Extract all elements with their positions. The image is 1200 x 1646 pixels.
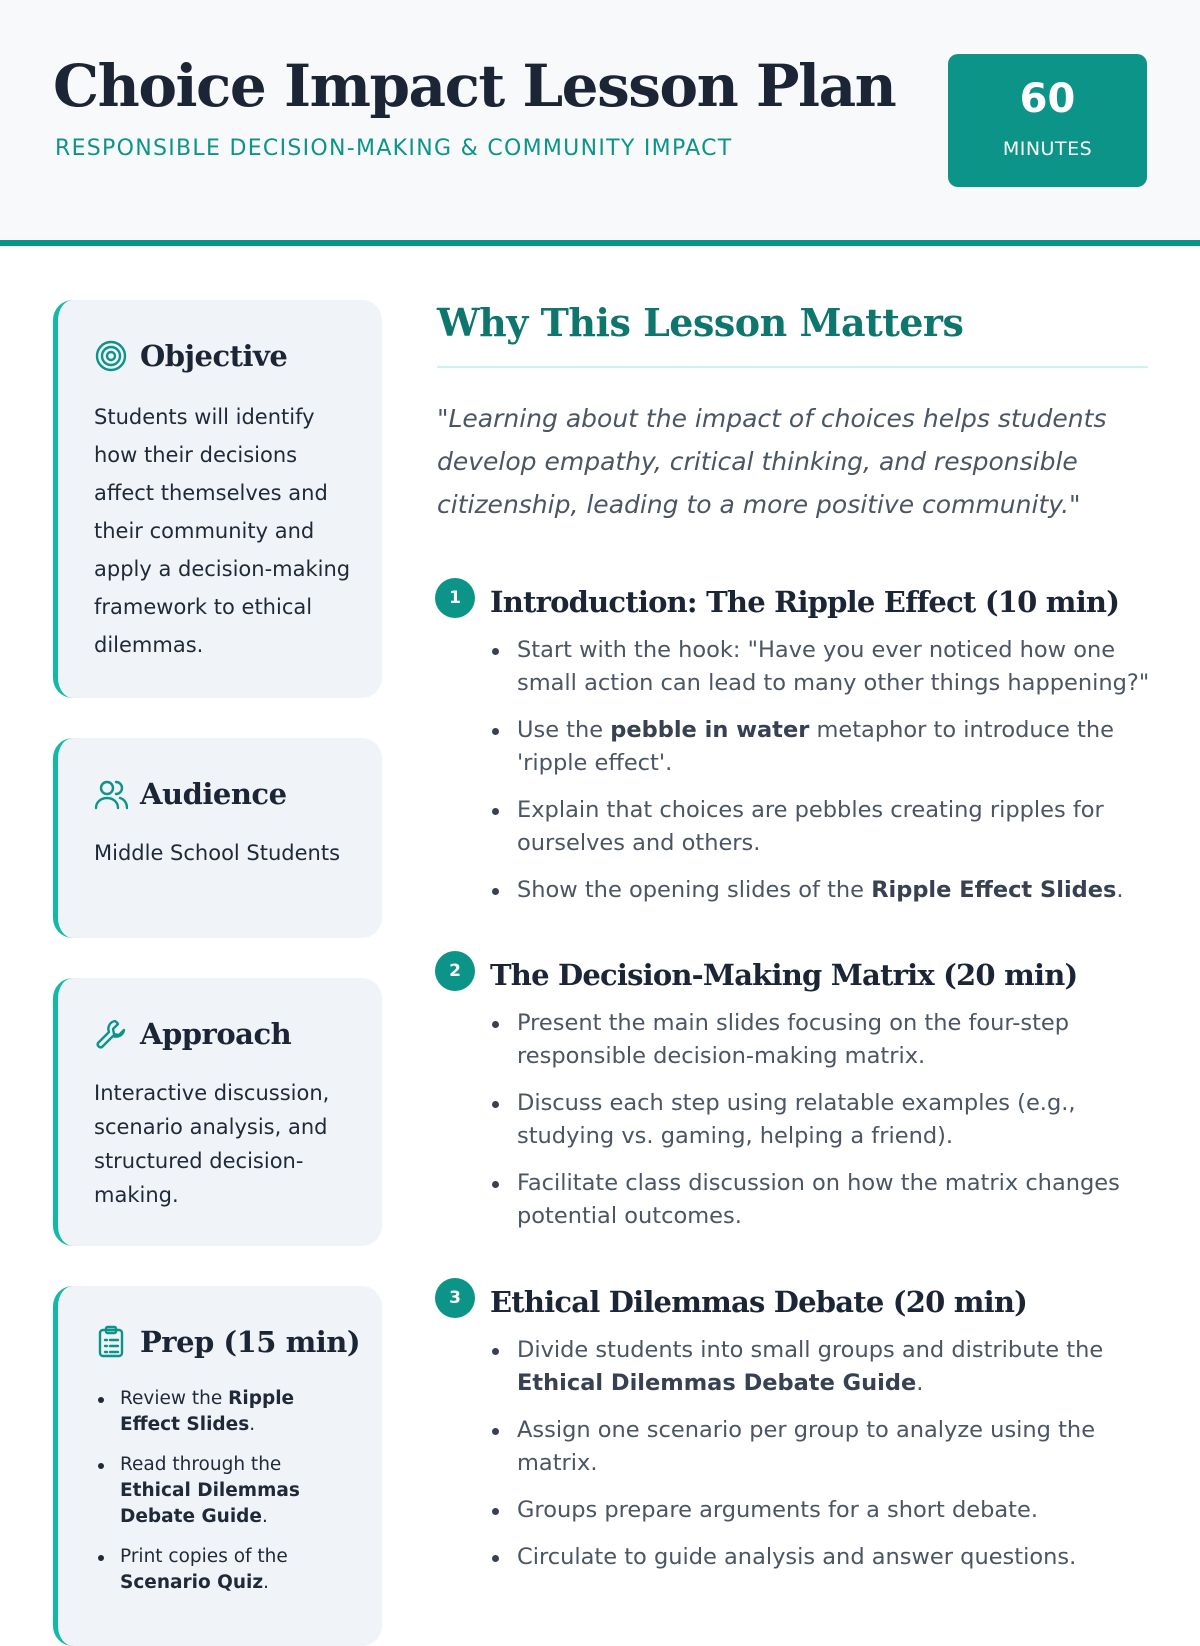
duration-unit: MINUTES (1002, 138, 1093, 160)
prep-list (94, 1386, 352, 1596)
step-title: Introduction: The Ripple Effect (10 min) (490, 585, 1120, 619)
users-icon (94, 777, 128, 811)
duration-badge (948, 54, 1147, 187)
objective-card (53, 300, 382, 698)
list-item: Start with the hook: "Have you ever noticed how one small action can lead to many other things happening?" (489, 634, 1150, 700)
page-subtitle: RESPONSIBLE DECISION-MAKING & COMMUNITY IMPACT (55, 136, 733, 161)
step-title: Ethical Dilemmas Debate (20 min) (490, 1285, 1028, 1319)
list-item: Facilitate class discussion on how the matrix changes potential outcomes. (489, 1167, 1150, 1233)
wrench-icon (94, 1017, 128, 1051)
step-2 (435, 955, 1150, 1247)
approach-text: Interactive discussion, scenario analysis, and structured decision-making. (94, 1081, 330, 1207)
prep-title: Prep (15 min) (140, 1325, 361, 1359)
audience-text: Middle School Students (94, 841, 341, 865)
list-item: Assign one scenario per group to analyze using the matrix. (489, 1414, 1150, 1480)
approach-title: Approach (140, 1017, 292, 1051)
objective-text: Students will identify how their decisions affect themselves and their community and apply a decision-making framework to ethical dilemmas. (94, 405, 351, 657)
list-item: Read through the Ethical Dilemmas Debate Guide. (94, 1452, 352, 1530)
prep-card (53, 1286, 382, 1646)
step-list (435, 634, 1150, 907)
list-item: Explain that choices are pebbles creating ripples for ourselves and others. (489, 794, 1150, 860)
step-list (435, 1007, 1150, 1233)
objective-title: Objective (140, 339, 288, 373)
list-item: Groups prepare arguments for a short debate. (489, 1494, 1150, 1527)
list-item: Divide students into small groups and distribute the Ethical Dilemmas Debate Guide. (489, 1334, 1150, 1400)
list-item: Use the pebble in water metaphor to introduce the 'ripple effect'. (489, 714, 1150, 780)
section-title: Why This Lesson Matters (437, 300, 964, 345)
step-list (435, 1334, 1150, 1574)
list-item: Discuss each step using relatable examples (e.g., studying vs. gaming, helping a friend). (489, 1087, 1150, 1153)
list-item: Print copies of the Scenario Quiz. (94, 1544, 352, 1596)
duration-value: 60 (1019, 76, 1076, 122)
audience-title: Audience (140, 777, 287, 811)
step-title: The Decision-Making Matrix (20 min) (490, 958, 1078, 992)
lesson-quote: "Learning about the impact of choices helps students develop empathy, critical thinking, and responsible citizenship, leading to a more positive community." (437, 404, 1107, 519)
clipboard-icon (94, 1325, 128, 1359)
target-icon (94, 339, 128, 373)
step-3 (435, 1282, 1150, 1588)
list-item: Circulate to guide analysis and answer questions. (489, 1541, 1150, 1574)
list-item: Review the Ripple Effect Slides. (94, 1386, 352, 1438)
list-item: Present the main slides focusing on the four-step responsible decision-making matrix. (489, 1007, 1150, 1073)
approach-card (53, 978, 382, 1246)
step-number-badge: 3 (435, 1278, 475, 1318)
audience-card (53, 738, 382, 938)
list-item: Show the opening slides of the Ripple Effect Slides. (489, 874, 1150, 907)
step-number-badge: 2 (435, 951, 475, 991)
page-title: Choice Impact Lesson Plan (53, 52, 896, 120)
step-1 (435, 582, 1150, 921)
page-header (0, 0, 1200, 246)
step-number-badge: 1 (435, 578, 475, 618)
section-divider (437, 366, 1148, 368)
